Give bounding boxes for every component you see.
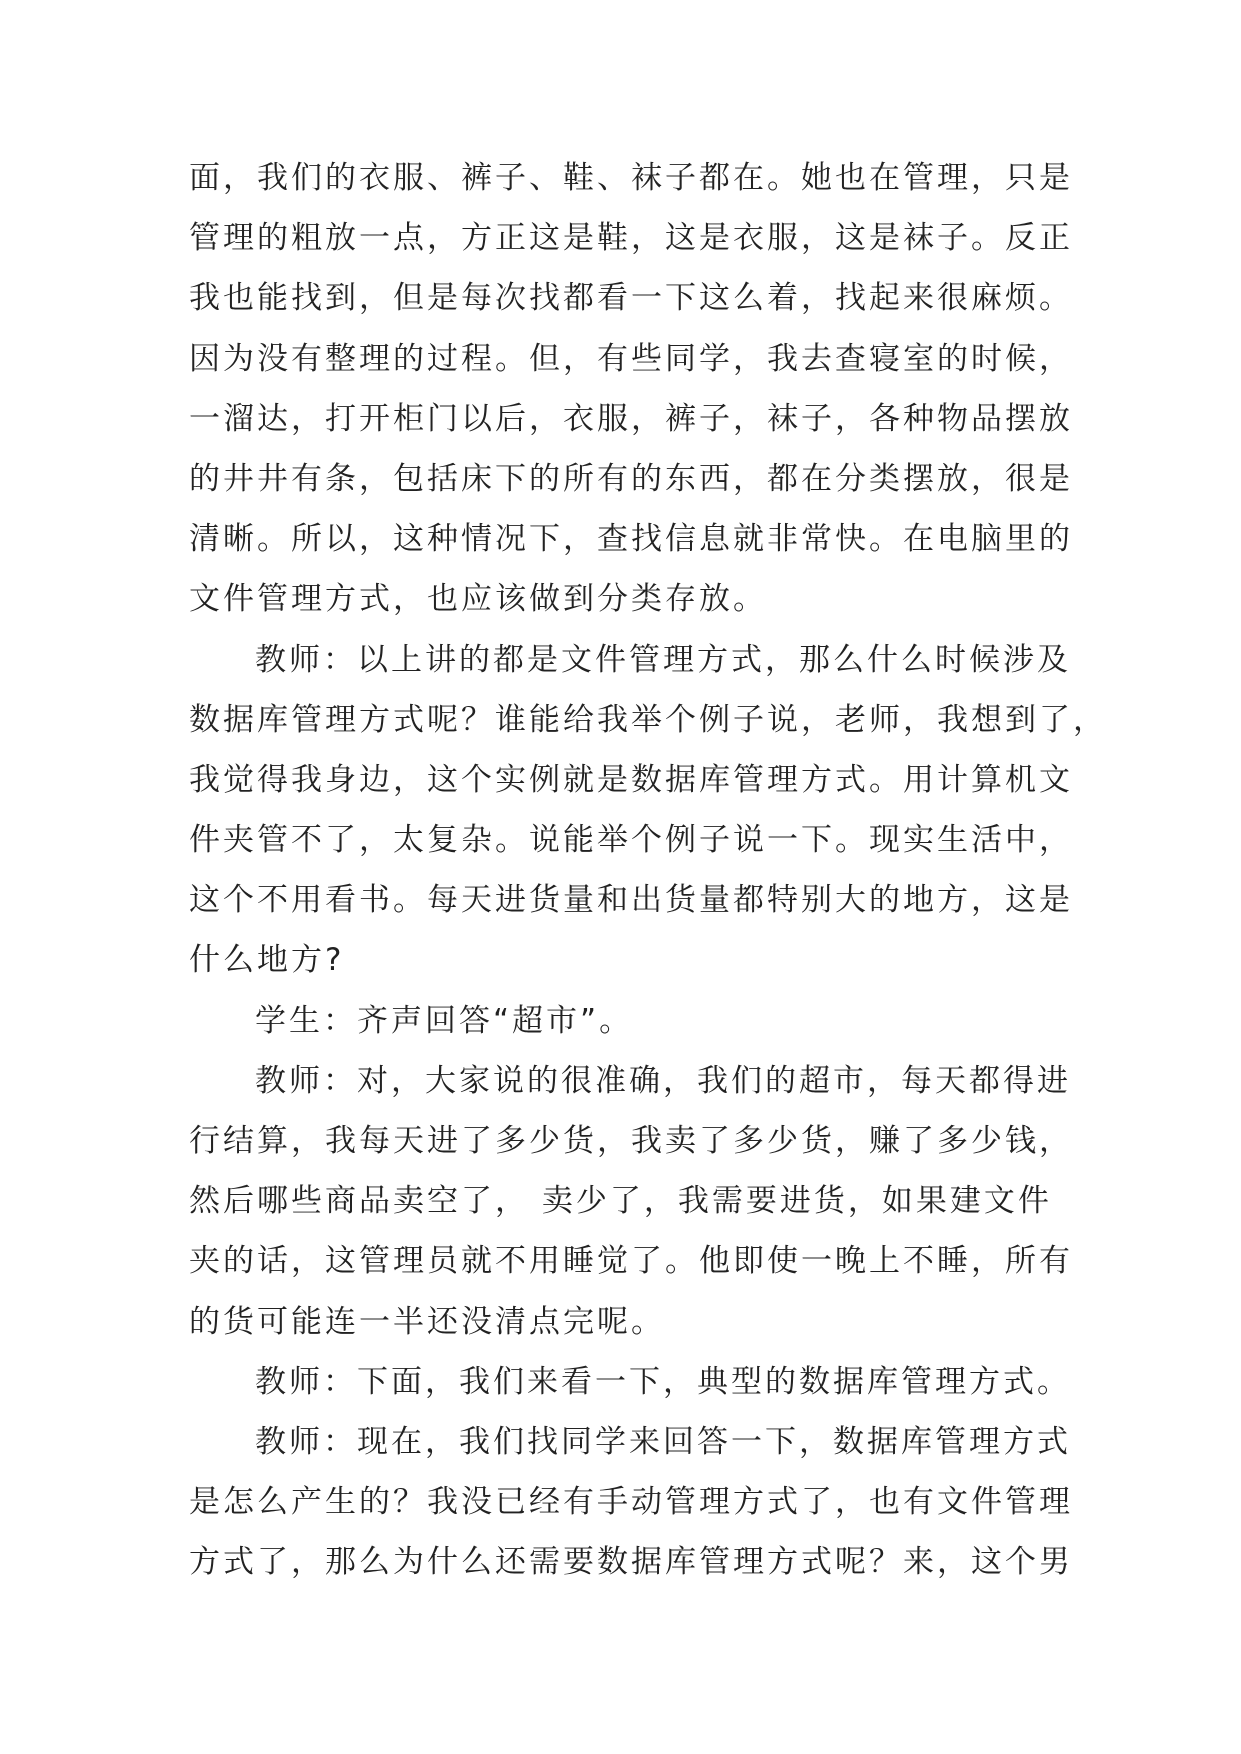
text-line: 然后哪些商品卖空了， 卖少了，我需要进货，如果建文件 xyxy=(189,1183,1052,1220)
text-line: 方式了，那么为什么还需要数据库管理方式呢？来，这个男 xyxy=(189,1544,1073,1581)
text-line: 数据库管理方式呢？谁能给我举个例子说，老师，我想到了， xyxy=(189,701,1107,738)
paragraph-start-line: 教师：现在，我们找同学来回答一下，数据库管理方式 xyxy=(255,1423,1071,1460)
text-line: 我也能找到，但是每次找都看一下这么着，找起来很麻烦。 xyxy=(189,280,1073,317)
text-line: 清晰。所以，这种情况下，查找信息就非常快。在电脑里的 xyxy=(189,521,1073,558)
text-line: 的货可能连一半还没清点完呢。 xyxy=(189,1303,665,1340)
document-body xyxy=(189,148,1107,1593)
text-line: 面，我们的衣服、裤子、鞋、袜子都在。她也在管理，只是 xyxy=(189,160,1073,196)
text-line: 我觉得我身边，这个实例就是数据库管理方式。用计算机文 xyxy=(189,761,1073,798)
paragraph-start-line: 教师：以上讲的都是文件管理方式，那么什么时候涉及 xyxy=(255,641,1071,678)
text-line: 因为没有整理的过程。但，有些同学，我去查寝室的时候， xyxy=(189,340,1073,377)
text-line: 件夹管不了，太复杂。说能举个例子说一下。现实生活中， xyxy=(189,822,1073,859)
paragraph-start-line: 教师：下面，我们来看一下，典型的数据库管理方式。 xyxy=(255,1363,1071,1400)
text-line: 这个不用看书。每天进货量和出货量都特别大的地方，这是 xyxy=(189,882,1073,919)
text-line: 是怎么产生的？我没已经有手动管理方式了，也有文件管理 xyxy=(189,1484,1073,1521)
text-line: 什么地方? xyxy=(189,942,345,979)
text-line: 行结算，我每天进了多少货，我卖了多少货，赚了多少钱， xyxy=(189,1123,1073,1159)
text-line: 的井井有条，包括床下的所有的东西，都在分类摆放，很是 xyxy=(189,460,1073,497)
paragraph-start-line: 学生：齐声回答“超市”。 xyxy=(255,1002,634,1039)
text-line: 管理的粗放一点，方正这是鞋，这是衣服，这是袜子。反正 xyxy=(189,220,1073,257)
text-line: 夹的话，这管理员就不用睡觉了。他即使一晚上不睡，所有 xyxy=(189,1243,1073,1280)
paragraph-start-line: 教师：对，大家说的很准确，我们的超市，每天都得进 xyxy=(255,1062,1071,1099)
text-line: 一溜达，打开柜门以后，衣服，裤子，袜子，各种物品摆放 xyxy=(189,400,1073,437)
text-line: 文件管理方式，也应该做到分类存放。 xyxy=(189,581,767,618)
